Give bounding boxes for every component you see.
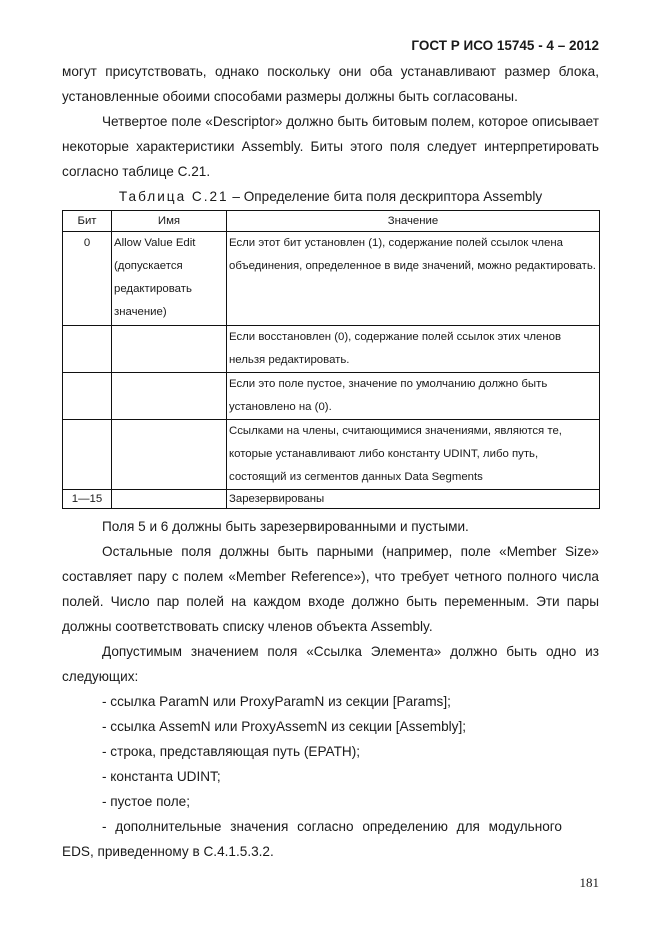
paragraph: Поля 5 и 6 должны быть зарезервированными и пустыми.	[102, 519, 469, 534]
bit-cell: 1—15	[63, 490, 112, 509]
value-cell: Если восстановлен (0), содержание полей ссылок этих членов нельзя редактировать.	[227, 326, 600, 373]
paragraph: могут присутствовать, однако поскольку они оба устанавливают размер блока, установленные обоими способами размеры должны быть согласованы.	[62, 64, 599, 104]
bit-cell	[63, 420, 112, 490]
bit-cell	[63, 326, 112, 373]
list-item: - дополнительные значения согласно определению для модульного EDS, приведенному в С.4.1.5.3.2.	[62, 819, 562, 859]
column-header: Бит	[63, 211, 112, 232]
table-row	[63, 232, 600, 326]
table-row	[63, 490, 600, 509]
value-cell: Если это поле пустое, значение по умолчанию должно быть установлено на (0).	[227, 373, 600, 420]
name-cell: Allow Value Edit (допускается редактировать значение)	[112, 232, 227, 326]
list-item: - константа UDINT;	[102, 769, 221, 784]
paragraph: Остальные поля должны быть парными (например, поле «Member Size» составляет пару с полем «Member Reference»), что требует четного полного числа полей. Число пар полей на каждом входе должно быть переменным. Эти пары должны соответствовать списку членов объекта Assembly.	[62, 544, 599, 634]
name-cell	[112, 420, 227, 490]
paragraph: Четвертое поле «Descriptor» должно быть битовым полем, которое описывает некоторые характеристики Assembly. Биты этого поля следует интерпретировать согласно таблице С.21.	[62, 114, 599, 179]
list-item: - ссылка AssemN или ProxyAssemN из секции [Assembly];	[102, 719, 467, 734]
body-top	[62, 59, 599, 209]
table-caption	[62, 184, 599, 209]
name-cell	[112, 373, 227, 420]
table-header-row	[63, 211, 600, 232]
body-bottom	[62, 514, 599, 864]
column-header: Имя	[112, 211, 227, 232]
descriptor-bit-table	[62, 210, 600, 509]
value-cell: Если этот бит установлен (1), содержание полей ссылок члена объединения, определенное в виде значений, можно редактировать.	[227, 232, 600, 326]
table-caption-text: – Определение бита поля дескриптора Assembly	[228, 189, 543, 204]
column-header: Значение	[227, 211, 600, 232]
value-cell: Ссылками на члены, считающимися значениями, являются те, которые устанавливают либо константу UDINT, либо путь, состоящий из сегментов данных Data Segments	[227, 420, 600, 490]
page-number: 181	[579, 875, 599, 890]
document-header: ГОСТ Р ИСО 15745 - 4 – 2012	[411, 38, 599, 53]
paragraph: Допустимым значением поля «Ссылка Элемента» должно быть одно из следующих:	[62, 644, 599, 684]
name-cell	[112, 490, 227, 509]
value-cell: Зарезервированы	[227, 490, 600, 509]
bit-cell	[63, 373, 112, 420]
table-caption-number: Таблица С.21	[118, 189, 229, 204]
list-item: - строка, представляющая путь (EPATH);	[102, 744, 361, 759]
bit-cell: 0	[63, 232, 112, 326]
table-row	[63, 373, 600, 420]
list-item: - пустое поле;	[102, 794, 190, 809]
table-row	[63, 420, 600, 490]
table-row	[63, 326, 600, 373]
name-cell	[112, 326, 227, 373]
list-item: - ссылка ParamN или ProxyParamN из секции [Params];	[102, 694, 451, 709]
